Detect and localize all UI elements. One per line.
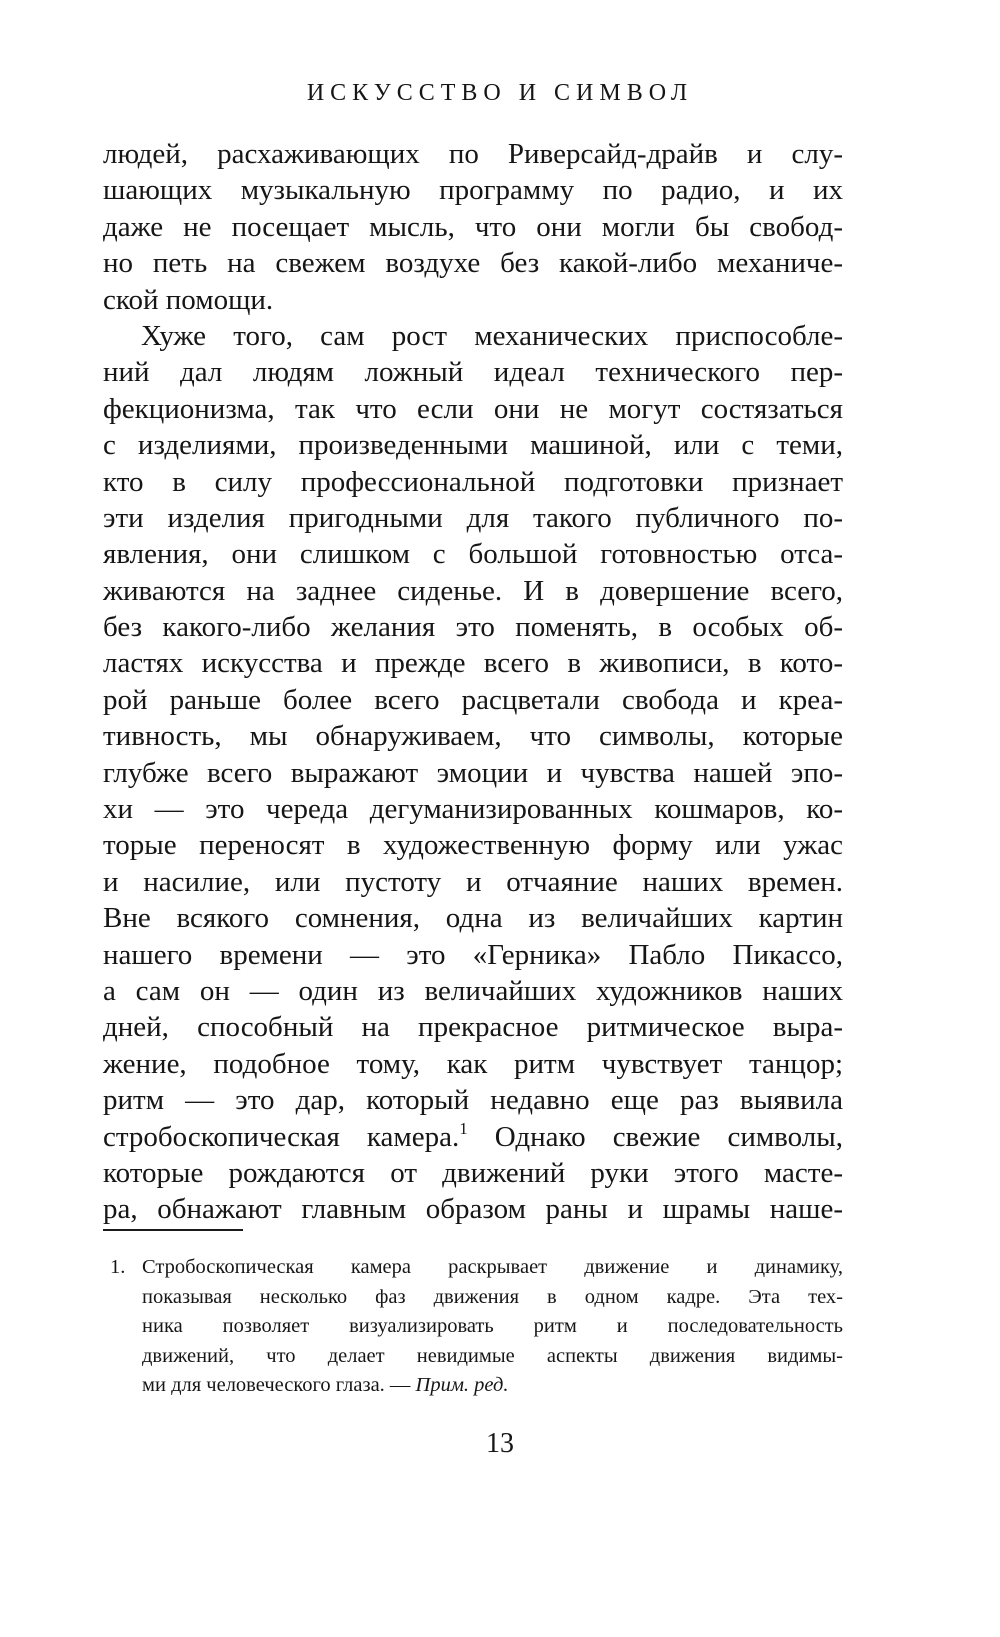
main-text	[103, 136, 843, 1228]
footnote	[110, 1253, 843, 1401]
text-line: а сам он — один из величайших художников наших	[103, 974, 843, 1007]
text-line: нашего времени — это «Герника» Пабло Пикассо,	[103, 938, 843, 971]
footnote-text: Стробоскопическая камера раскрывает движение и динамику,	[142, 1256, 843, 1278]
text-line: ской помощи.	[103, 283, 274, 316]
text-line: ний дал людям ложный идеал технического пер-	[103, 356, 843, 389]
text-line: жение, подобное тому, как ритм чувствует танцор;	[103, 1047, 843, 1080]
footnote-line: ника позволяет визуализировать ритм и последовательность	[142, 1315, 843, 1337]
text-line: эти изделия пригодными для такого публичного по-	[103, 501, 843, 534]
running-head: ИСКУССТВО И СИМВОЛ	[306, 80, 694, 106]
text-line: ра, обнажают главным образом раны и шрамы наше-	[103, 1193, 843, 1226]
text-line: дней, способный на прекрасное ритмическое выра-	[103, 1011, 843, 1044]
text-line: хи — это череда дегуманизированных кошмаров, ко-	[103, 793, 843, 826]
footnote-line	[110, 1253, 843, 1283]
text-line: людей, расхаживающих по Риверсайд-драйв и слу-	[103, 138, 843, 170]
footnote-number: 1.	[110, 1256, 126, 1278]
footnote-reference[interactable]: 1	[459, 1118, 468, 1138]
text-segment: стробоскопическая камера.	[103, 1120, 460, 1153]
text-line: даже не посещает мысль, что они могли бы свобод-	[103, 210, 843, 243]
paragraph	[103, 136, 843, 318]
text-line: фекционизма, так что если они не могут состязаться	[103, 392, 843, 425]
text-line: тивность, мы обнаруживаем, что символы, которые	[103, 720, 843, 753]
text-line: и насилие, или пустоту и отчаяние наших времен.	[103, 865, 843, 898]
text-line: рой раньше более всего расцветали свобода и креа-	[103, 683, 843, 716]
text-line: но петь на свежем воздухе без какой-либо механиче-	[103, 247, 843, 280]
text-line: торые переносят в художественную форму или ужас	[103, 829, 843, 862]
footnote-text: ми для человеческого глаза. —	[142, 1374, 416, 1396]
text-line: ластях искусства и прежде всего в живописи, в кото-	[103, 647, 843, 680]
text-line: шающих музыкальную программу по радио, и их	[103, 174, 843, 207]
footnote-line: движений, что делает невидимые аспекты движения видимы-	[142, 1344, 843, 1367]
text-line: Вне всякого сомнения, одна из величайших картин	[103, 902, 843, 935]
editor-note: Прим. ред.	[415, 1374, 509, 1396]
text-line: ритм — это дар, который недавно еще раз выявила	[103, 1084, 843, 1117]
footnote-line	[110, 1371, 843, 1401]
text-line: с изделиями, произведенными машиной, или с теми,	[103, 429, 843, 462]
text-segment: Однако свежие символы,	[467, 1120, 844, 1153]
text-line: явления, они слишком с большой готовностью отса-	[103, 538, 843, 571]
text-line: Хуже того, сам рост механических приспособле-	[141, 319, 843, 352]
footnote-divider	[103, 1229, 243, 1231]
text-line: кто в силу профессиональной подготовки признает	[103, 465, 843, 498]
text-line: живаются на заднее сиденье. И в довершение всего,	[103, 574, 843, 607]
text-line: глубже всего выражают эмоции и чувства нашей эпо-	[103, 756, 843, 789]
text-line-with-footnote-ref	[103, 1119, 843, 1155]
paragraph	[103, 318, 843, 1228]
text-line: без какого-либо желания это поменять, в особых об-	[103, 611, 843, 644]
text-line: которые рождаются от движений руки этого масте-	[103, 1156, 843, 1189]
page-number: 13	[486, 1428, 514, 1459]
footnote-line: показывая несколько фаз движения в одном кадре. Эта тех-	[142, 1285, 843, 1308]
